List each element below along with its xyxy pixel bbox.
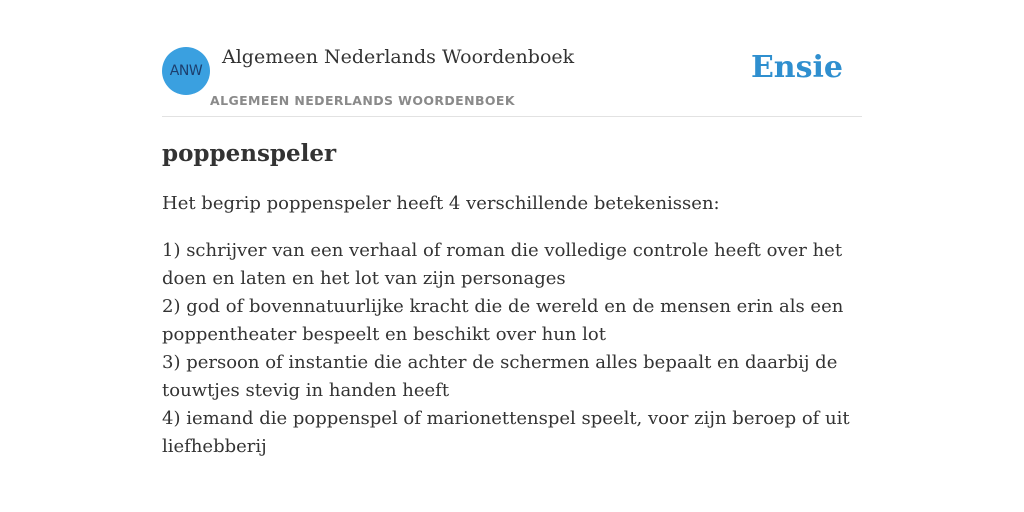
meaning-item: 1) schrijver van een verhaal of roman die volledige controle heeft over het doen en laten en het lot van zijn personages bbox=[162, 240, 843, 289]
anw-logo[interactable] bbox=[162, 47, 210, 95]
meaning-list bbox=[162, 237, 862, 461]
meaning-item: 3) persoon of instantie die achter de schermen alles bepaalt en daarbij de touwtjes stevig in handen heeft bbox=[162, 352, 838, 401]
entry-term: poppenspeler bbox=[162, 140, 337, 167]
source-title[interactable]: Algemeen Nederlands Woordenboek bbox=[222, 46, 575, 68]
meaning-item: 4) iemand die poppenspel of marionettenspel speelt, voor zijn beroep of uit liefhebberij bbox=[162, 408, 850, 457]
meaning-item: 2) god of bovennatuurlijke kracht die de wereld en de mensen erin als een poppentheater bespeelt en beschikt over hun lot bbox=[162, 296, 844, 345]
source-subtitle: ALGEMEEN NEDERLANDS WOORDENBOEK bbox=[210, 93, 515, 108]
ensie-logo[interactable]: Ensie bbox=[750, 50, 843, 85]
header bbox=[162, 0, 862, 117]
entry-content bbox=[162, 138, 862, 461]
logo-text: ANW bbox=[169, 63, 203, 79]
entry-intro: Het begrip poppenspeler heeft 4 verschillende betekenissen: bbox=[162, 193, 720, 214]
